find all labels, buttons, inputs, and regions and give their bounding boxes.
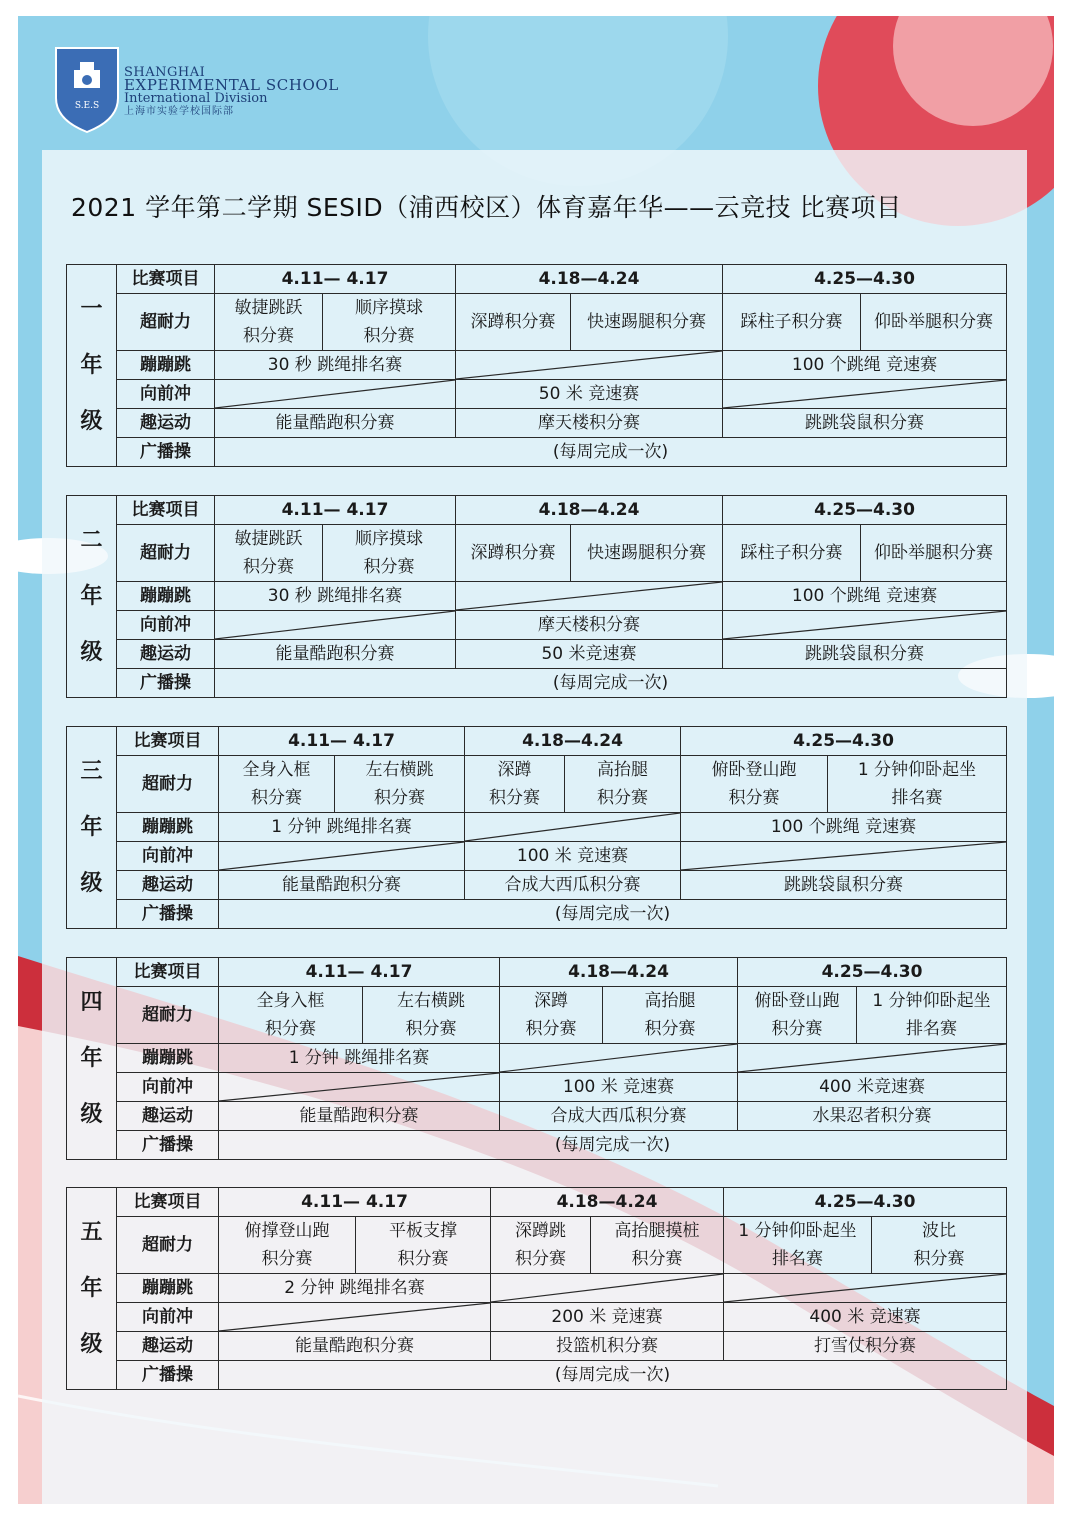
- endurance-event: 平板支撑 积分赛: [356, 1217, 491, 1274]
- category-fun: 趣运动: [117, 871, 219, 900]
- empty-slot-diagonal: [681, 842, 1007, 871]
- jump-event: 100 个跳绳 竞速赛: [681, 813, 1007, 842]
- period-header: 4.25—4.30: [724, 1188, 1007, 1217]
- empty-slot-diagonal: [219, 842, 465, 871]
- grade-label-char: 级: [80, 1331, 103, 1357]
- category-endurance: 超耐力: [117, 1217, 219, 1274]
- period-header: 4.25—4.30: [738, 958, 1007, 987]
- grade-label: [67, 958, 117, 1160]
- sprint-event: 100 米 竞速赛: [465, 842, 681, 871]
- grade-label-char: 二: [80, 527, 103, 553]
- grade-label: [67, 727, 117, 929]
- grade-label-char: 三: [80, 758, 103, 784]
- empty-slot-diagonal: [215, 380, 456, 409]
- endurance-event: 1 分钟仰卧起坐 排名赛: [857, 987, 1007, 1044]
- category-jump: 蹦蹦跳: [117, 1274, 219, 1303]
- jump-event: 30 秒 跳绳排名赛: [215, 582, 456, 611]
- broadcast-note: (每周完成一次): [219, 1361, 1007, 1390]
- endurance-event: 深蹲 积分赛: [500, 987, 603, 1044]
- endurance-event: 全身入框 积分赛: [219, 756, 335, 813]
- endurance-event: 敏捷跳跃 积分赛: [215, 294, 323, 351]
- endurance-event: 快速踢腿积分赛: [571, 294, 723, 351]
- grade-label-char: 级: [80, 870, 103, 896]
- category-jump: 蹦蹦跳: [117, 351, 215, 380]
- header-item-label: 比赛项目: [117, 958, 219, 987]
- fun-event: 跳跳袋鼠积分赛: [723, 409, 1007, 438]
- empty-slot-diagonal: [465, 813, 681, 842]
- endurance-event: 左右横跳 积分赛: [335, 756, 465, 813]
- category-sprint: 向前冲: [117, 842, 219, 871]
- empty-slot-diagonal: [215, 611, 456, 640]
- fun-event: 摩天楼积分赛: [456, 409, 723, 438]
- fun-event: 能量酷跑积分赛: [215, 409, 456, 438]
- period-header: 4.11— 4.17: [215, 265, 456, 294]
- endurance-event: 1 分钟仰卧起坐 排名赛: [724, 1217, 872, 1274]
- school-name: SHANGHAI EXPERIMENTAL SCHOOL International Division 上海市实验学校国际部: [124, 65, 339, 117]
- sprint-event: 摩天楼积分赛: [456, 611, 723, 640]
- schedule-table: [66, 1187, 1007, 1390]
- period-header: 4.11— 4.17: [219, 727, 465, 756]
- schedule-table: [66, 726, 1007, 929]
- period-header: 4.18—4.24: [456, 265, 723, 294]
- category-fun: 趣运动: [117, 409, 215, 438]
- endurance-event: 快速踢腿积分赛: [571, 525, 723, 582]
- svg-text:S.E.S: S.E.S: [74, 101, 100, 111]
- endurance-event: 高抬腿 积分赛: [565, 756, 681, 813]
- fun-event: 能量酷跑积分赛: [219, 1102, 500, 1131]
- header-item-label: 比赛项目: [117, 727, 219, 756]
- fun-event: 跳跳袋鼠积分赛: [681, 871, 1007, 900]
- endurance-event: 波比 积分赛: [872, 1217, 1007, 1274]
- period-header: 4.11— 4.17: [219, 958, 500, 987]
- category-broadcast: 广播操: [117, 438, 215, 467]
- fun-event: 能量酷跑积分赛: [215, 640, 456, 669]
- empty-slot-diagonal: [456, 351, 723, 380]
- endurance-event: 深蹲 积分赛: [465, 756, 565, 813]
- empty-slot-diagonal: [723, 380, 1007, 409]
- period-header: 4.18—4.24: [491, 1188, 724, 1217]
- empty-slot-diagonal: [738, 1044, 1007, 1073]
- school-crest-logo: [54, 46, 120, 134]
- sprint-event: 400 米 竞速赛: [724, 1303, 1007, 1332]
- broadcast-note: (每周完成一次): [215, 438, 1007, 467]
- fun-event: 跳跳袋鼠积分赛: [723, 640, 1007, 669]
- category-fun: 趣运动: [117, 640, 215, 669]
- period-header: 4.11— 4.17: [215, 496, 456, 525]
- category-jump: 蹦蹦跳: [117, 1044, 219, 1073]
- category-sprint: 向前冲: [117, 1303, 219, 1332]
- fun-event: 50 米竞速赛: [456, 640, 723, 669]
- grade-label-char: 一: [80, 296, 103, 322]
- category-sprint: 向前冲: [117, 611, 215, 640]
- sprint-event: 50 米 竞速赛: [456, 380, 723, 409]
- schedule-table: [66, 264, 1007, 467]
- jump-event: 100 个跳绳 竞速赛: [723, 582, 1007, 611]
- empty-slot-diagonal: [456, 582, 723, 611]
- grade-block-5: [66, 1187, 1006, 1390]
- endurance-event: 高抬腿 积分赛: [603, 987, 738, 1044]
- jump-event: 1 分钟 跳绳排名赛: [219, 813, 465, 842]
- grade-label-char: 年: [80, 1275, 103, 1301]
- grade-label-char: 级: [80, 408, 103, 434]
- jump-event: 100 个跳绳 竞速赛: [723, 351, 1007, 380]
- category-endurance: 超耐力: [117, 294, 215, 351]
- category-broadcast: 广播操: [117, 900, 219, 929]
- grade-block-4: [66, 957, 1006, 1160]
- endurance-event: 顺序摸球 积分赛: [323, 525, 456, 582]
- page-title: 2021 学年第二学期 SESID（浦西校区）体育嘉年华——云竞技 比赛项目: [71, 193, 902, 222]
- grade-block-1: [66, 264, 1006, 467]
- grade-label-char: 四: [80, 989, 103, 1015]
- header-item-label: 比赛项目: [117, 265, 215, 294]
- endurance-event: 敏捷跳跃 积分赛: [215, 525, 323, 582]
- grade-label-char: 年: [80, 583, 103, 609]
- grade-label-char: 五: [80, 1219, 103, 1245]
- endurance-event: 俯卧登山跑 积分赛: [681, 756, 828, 813]
- grade-block-2: [66, 495, 1006, 698]
- empty-slot-diagonal: [724, 1274, 1007, 1303]
- schedule-table: [66, 495, 1007, 698]
- jump-event: 2 分钟 跳绳排名赛: [219, 1274, 491, 1303]
- endurance-event: 俯撑登山跑 积分赛: [219, 1217, 356, 1274]
- broadcast-note: (每周完成一次): [215, 669, 1007, 698]
- fun-event: 能量酷跑积分赛: [219, 871, 465, 900]
- grade-label-char: 年: [80, 814, 103, 840]
- category-endurance: 超耐力: [117, 525, 215, 582]
- endurance-event: 仰卧举腿积分赛: [861, 294, 1007, 351]
- broadcast-note: (每周完成一次): [219, 1131, 1007, 1160]
- period-header: 4.25—4.30: [681, 727, 1007, 756]
- category-sprint: 向前冲: [117, 380, 215, 409]
- sprint-event: 400 米竞速赛: [738, 1073, 1007, 1102]
- category-fun: 趣运动: [117, 1332, 219, 1361]
- grade-label-char: 级: [80, 1101, 103, 1127]
- period-header: 4.18—4.24: [465, 727, 681, 756]
- empty-slot-diagonal: [219, 1303, 491, 1332]
- endurance-event: 高抬腿摸桩 积分赛: [591, 1217, 724, 1274]
- grade-label: [67, 265, 117, 467]
- empty-slot-diagonal: [723, 611, 1007, 640]
- fun-event: 合成大西瓜积分赛: [465, 871, 681, 900]
- endurance-event: 顺序摸球 积分赛: [323, 294, 456, 351]
- header-item-label: 比赛项目: [117, 496, 215, 525]
- endurance-event: 全身入框 积分赛: [219, 987, 363, 1044]
- jump-event: 1 分钟 跳绳排名赛: [219, 1044, 500, 1073]
- endurance-event: 左右横跳 积分赛: [363, 987, 500, 1044]
- grade-label: [67, 1188, 117, 1390]
- period-header: 4.18—4.24: [456, 496, 723, 525]
- empty-slot-diagonal: [491, 1274, 724, 1303]
- fun-event: 能量酷跑积分赛: [219, 1332, 491, 1361]
- category-sprint: 向前冲: [117, 1073, 219, 1102]
- category-broadcast: 广播操: [117, 1361, 219, 1390]
- category-fun: 趣运动: [117, 1102, 219, 1131]
- period-header: 4.11— 4.17: [219, 1188, 491, 1217]
- grade-label-char: 年: [80, 1045, 103, 1071]
- category-jump: 蹦蹦跳: [117, 813, 219, 842]
- header-item-label: 比赛项目: [117, 1188, 219, 1217]
- endurance-event: 深蹲积分赛: [456, 294, 571, 351]
- endurance-event: 1 分钟仰卧起坐 排名赛: [828, 756, 1007, 813]
- empty-slot-diagonal: [500, 1044, 738, 1073]
- endurance-event: 俯卧登山跑 积分赛: [738, 987, 857, 1044]
- category-endurance: 超耐力: [117, 756, 219, 813]
- fun-event: 合成大西瓜积分赛: [500, 1102, 738, 1131]
- grade-label-char: 年: [80, 352, 103, 378]
- grade-label-char: 级: [80, 639, 103, 665]
- period-header: 4.18—4.24: [500, 958, 738, 987]
- category-broadcast: 广播操: [117, 1131, 219, 1160]
- grade-label: [67, 496, 117, 698]
- endurance-event: 深蹲跳 积分赛: [491, 1217, 591, 1274]
- sprint-event: 200 米 竞速赛: [491, 1303, 724, 1332]
- fun-event: 投篮机积分赛: [491, 1332, 724, 1361]
- fun-event: 水果忍者积分赛: [738, 1102, 1007, 1131]
- period-header: 4.25—4.30: [723, 496, 1007, 525]
- period-header: 4.25—4.30: [723, 265, 1007, 294]
- endurance-event: 踩柱子积分赛: [723, 525, 861, 582]
- grade-block-3: [66, 726, 1006, 929]
- endurance-event: 仰卧举腿积分赛: [861, 525, 1007, 582]
- endurance-event: 深蹲积分赛: [456, 525, 571, 582]
- jump-event: 30 秒 跳绳排名赛: [215, 351, 456, 380]
- empty-slot-diagonal: [219, 1073, 500, 1102]
- category-broadcast: 广播操: [117, 669, 215, 698]
- category-jump: 蹦蹦跳: [117, 582, 215, 611]
- fun-event: 打雪仗积分赛: [724, 1332, 1007, 1361]
- broadcast-note: (每周完成一次): [219, 900, 1007, 929]
- endurance-event: 踩柱子积分赛: [723, 294, 861, 351]
- schedule-table: [66, 957, 1007, 1160]
- category-endurance: 超耐力: [117, 987, 219, 1044]
- sprint-event: 100 米 竞速赛: [500, 1073, 738, 1102]
